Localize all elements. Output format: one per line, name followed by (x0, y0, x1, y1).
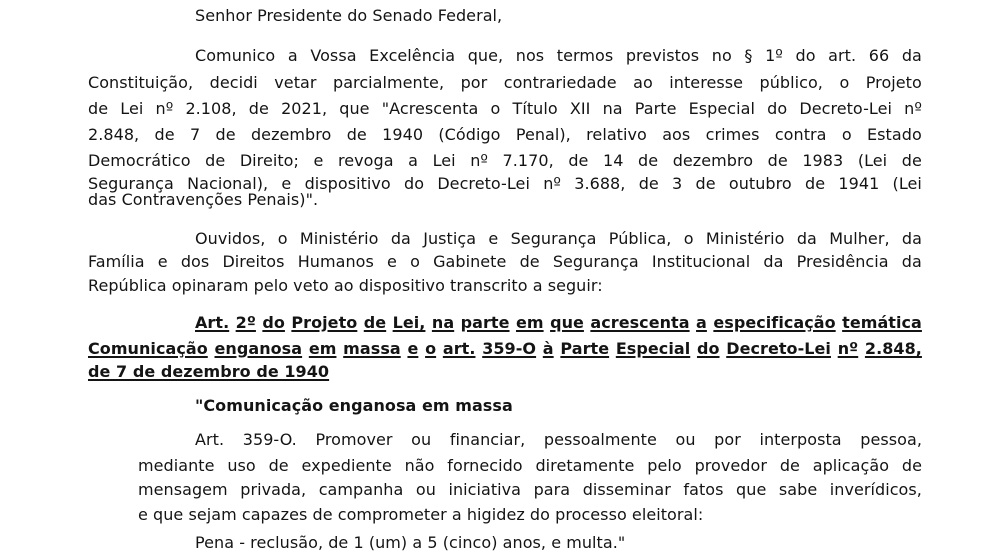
word: o (410, 252, 420, 271)
word: 2.108, (185, 99, 237, 118)
word: que (736, 480, 767, 499)
word: Penal), (515, 125, 571, 144)
word: inverídicos, (829, 480, 922, 499)
word: 66 (868, 46, 890, 65)
word: uso (227, 456, 256, 475)
word: de (638, 174, 659, 193)
word: Presidência (796, 252, 889, 271)
word: o (839, 73, 850, 92)
word: e (281, 174, 292, 193)
word: dezembro (672, 151, 754, 170)
word: 2.848, (864, 339, 922, 358)
word: aos (662, 125, 691, 144)
paragraph-1-line-4 (88, 125, 922, 145)
word: outubro (728, 174, 792, 193)
word: decidi (209, 73, 258, 92)
word: o (490, 99, 501, 118)
word: massa (343, 339, 401, 358)
word: § (744, 46, 753, 65)
word: da (796, 229, 817, 248)
word: Ministério (705, 229, 785, 248)
article-line-2 (138, 456, 922, 476)
word: vetar (274, 73, 317, 92)
word: Direito; (239, 151, 299, 170)
word: Segurança (552, 252, 639, 271)
word: art. (442, 339, 476, 358)
word: iniciativa (448, 480, 522, 499)
word: ou (675, 430, 696, 449)
word: Art. (195, 430, 225, 449)
word: por (460, 73, 488, 92)
word: Art. (195, 313, 230, 332)
word: de (88, 99, 109, 118)
word: Projeto (865, 73, 922, 92)
paragraph-2-line-3: República opinaram pelo veto ao dispositivo transcrito a seguir: (88, 276, 603, 295)
word: 1983 (802, 151, 844, 170)
salutation: Senhor Presidente do Senado Federal, (195, 6, 503, 25)
word: Justiça (423, 229, 477, 248)
word: nº (155, 99, 174, 118)
word: Ouvidos, (195, 229, 266, 248)
word: do (696, 339, 720, 358)
word: Vossa (310, 46, 357, 65)
word: à (542, 339, 554, 358)
word: de (695, 174, 716, 193)
word: Segurança (88, 174, 174, 193)
word: em (515, 313, 544, 332)
word: ou (411, 430, 432, 449)
word: (Código (438, 125, 501, 144)
word: Especial (615, 339, 691, 358)
word: pelo (647, 456, 682, 475)
paragraph-1-line-5 (88, 151, 922, 171)
word: no (711, 46, 732, 65)
word: na (431, 313, 455, 332)
word: diretamente (535, 456, 635, 475)
word: Constituição, (88, 73, 194, 92)
word: financiar, (449, 430, 526, 449)
word: especificação (713, 313, 836, 332)
word: (Lei (892, 174, 922, 193)
word: dezembro (250, 125, 332, 144)
word: enganosa (214, 339, 303, 358)
word: da (901, 252, 922, 271)
word: a (696, 313, 707, 332)
word: expediente (301, 456, 392, 475)
word: Decreto-Lei (726, 339, 831, 358)
word: contrariedade (503, 73, 617, 92)
penalty-line: Pena - reclusão, de 1 (um) a 5 (cinco) anos, e multa." (195, 533, 626, 552)
word: (Lei (857, 151, 888, 170)
word: 1941 (838, 174, 880, 193)
word: nº (543, 174, 561, 193)
word: de (779, 456, 800, 475)
word: dos (180, 252, 210, 271)
word: o (277, 229, 288, 248)
word: e (407, 339, 419, 358)
paragraph-1-line-7: das Contravenções Penais)". (88, 190, 319, 209)
paragraph-2-line-2 (88, 252, 922, 272)
word: Humanos (297, 252, 374, 271)
word: Institucional (651, 252, 751, 271)
word: que, (467, 46, 504, 65)
word: previstos (625, 46, 700, 65)
word: Comunicação (88, 339, 208, 358)
word: na (602, 99, 623, 118)
word: ou (415, 480, 436, 499)
word: Nacional), (187, 174, 269, 193)
word: do (404, 174, 425, 193)
word: da (390, 229, 411, 248)
word: da (901, 229, 922, 248)
word: 359-O. (242, 430, 297, 449)
word: não (404, 456, 435, 475)
word: nº (904, 99, 922, 118)
word: 1º (765, 46, 783, 65)
word: de (901, 151, 922, 170)
veto-heading-line-1 (195, 313, 922, 333)
word: de (205, 151, 226, 170)
word: mensagem (138, 480, 228, 499)
word: Segurança (510, 229, 597, 248)
word: privada, (240, 480, 307, 499)
word: contra (774, 125, 827, 144)
word: termos (556, 46, 614, 65)
word: fatos (683, 480, 724, 499)
word: de (901, 456, 922, 475)
word: Lei (432, 151, 456, 170)
word: Gabinete (433, 252, 507, 271)
word: Decreto-Lei (799, 99, 892, 118)
paragraph-1-line-3 (88, 99, 922, 119)
word: dispositivo (304, 174, 391, 193)
word: nos (515, 46, 545, 65)
word: do (767, 99, 788, 118)
article-line-3 (138, 480, 922, 500)
word: nº (470, 151, 488, 170)
word: Parte (560, 339, 610, 358)
word: Direitos (222, 252, 285, 271)
word: em (308, 339, 337, 358)
word: Lei (120, 99, 144, 118)
word: a (287, 46, 298, 65)
word: que (550, 313, 584, 332)
word: 1940 (382, 125, 424, 144)
word: 359-O (482, 339, 537, 358)
word: Mulher, (829, 229, 890, 248)
word: o (841, 125, 852, 144)
word: aplicação (812, 456, 890, 475)
word: mediante (138, 456, 215, 475)
word: de (346, 125, 367, 144)
word: 7.170, (502, 151, 554, 170)
word: revoga (337, 151, 394, 170)
word: o (683, 229, 694, 248)
word: e (313, 151, 324, 170)
word: de (519, 252, 540, 271)
word: de (568, 151, 589, 170)
word: Excelência (369, 46, 456, 65)
word: 7 (189, 125, 201, 144)
word: Pública, (608, 229, 672, 248)
word: de (638, 151, 659, 170)
veto-heading-line-2 (88, 339, 922, 359)
word: 2021, (281, 99, 328, 118)
word: art. (828, 46, 857, 65)
word: interposta (759, 430, 842, 449)
word: da (901, 46, 922, 65)
word: relativo (586, 125, 647, 144)
word: sabe (778, 480, 818, 499)
word: ao (633, 73, 653, 92)
word: Lei, (392, 313, 426, 332)
word: a (408, 151, 418, 170)
word: de (363, 313, 387, 332)
word: o (425, 339, 437, 358)
word: pessoalmente (543, 430, 657, 449)
paragraph-1-line-1 (195, 46, 922, 66)
word: público, (759, 73, 823, 92)
word: disseminar (582, 480, 671, 499)
word: por (714, 430, 741, 449)
word: interesse (669, 73, 744, 92)
word: de (268, 456, 289, 475)
article-line-4: e que sejam capazes de comprometer a higidez do processo eleitoral: (138, 505, 704, 524)
word: crimes (705, 125, 760, 144)
word: que (339, 99, 370, 118)
word: nº (837, 339, 859, 358)
word: Ministério (299, 229, 379, 248)
word: de (154, 125, 175, 144)
word: provedor (694, 456, 767, 475)
word: 3.688, (574, 174, 626, 193)
word: para (533, 480, 571, 499)
word: de (248, 99, 269, 118)
word: parcialmente, (332, 73, 445, 92)
word: temática (842, 313, 922, 332)
word: 2.848, (88, 125, 140, 144)
word: Parte (634, 99, 677, 118)
word: parte (460, 313, 510, 332)
word: do (262, 313, 285, 332)
word: acrescenta (590, 313, 690, 332)
word: 2º (235, 313, 256, 332)
word: e (387, 252, 397, 271)
word: pessoa, (860, 430, 922, 449)
word: Projeto (291, 313, 358, 332)
word: da (763, 252, 784, 271)
quote-title: "Comunicação enganosa em massa (195, 396, 513, 415)
word: Título (512, 99, 558, 118)
paragraph-2-line-1 (195, 229, 922, 249)
word: e (488, 229, 499, 248)
word: do (795, 46, 816, 65)
word: Família (88, 252, 145, 271)
word: campanha (318, 480, 404, 499)
word: de (215, 125, 236, 144)
word: Promover (315, 430, 393, 449)
word: "Acrescenta (381, 99, 479, 118)
word: de (805, 174, 826, 193)
word: Estado (867, 125, 922, 144)
word: XII (569, 99, 591, 118)
word: 14 (602, 151, 624, 170)
paragraph-1-line-2 (88, 73, 922, 93)
word: e (157, 252, 168, 271)
word: Democrático (88, 151, 191, 170)
word: de (767, 151, 788, 170)
word: fornecido (447, 456, 523, 475)
word: Comunico (195, 46, 276, 65)
veto-heading-line-3: de 7 de dezembro de 1940 (88, 362, 330, 381)
word: Decreto-Lei (437, 174, 530, 193)
article-line-1 (195, 430, 922, 450)
word: Especial (688, 99, 755, 118)
word: 3 (672, 174, 683, 193)
